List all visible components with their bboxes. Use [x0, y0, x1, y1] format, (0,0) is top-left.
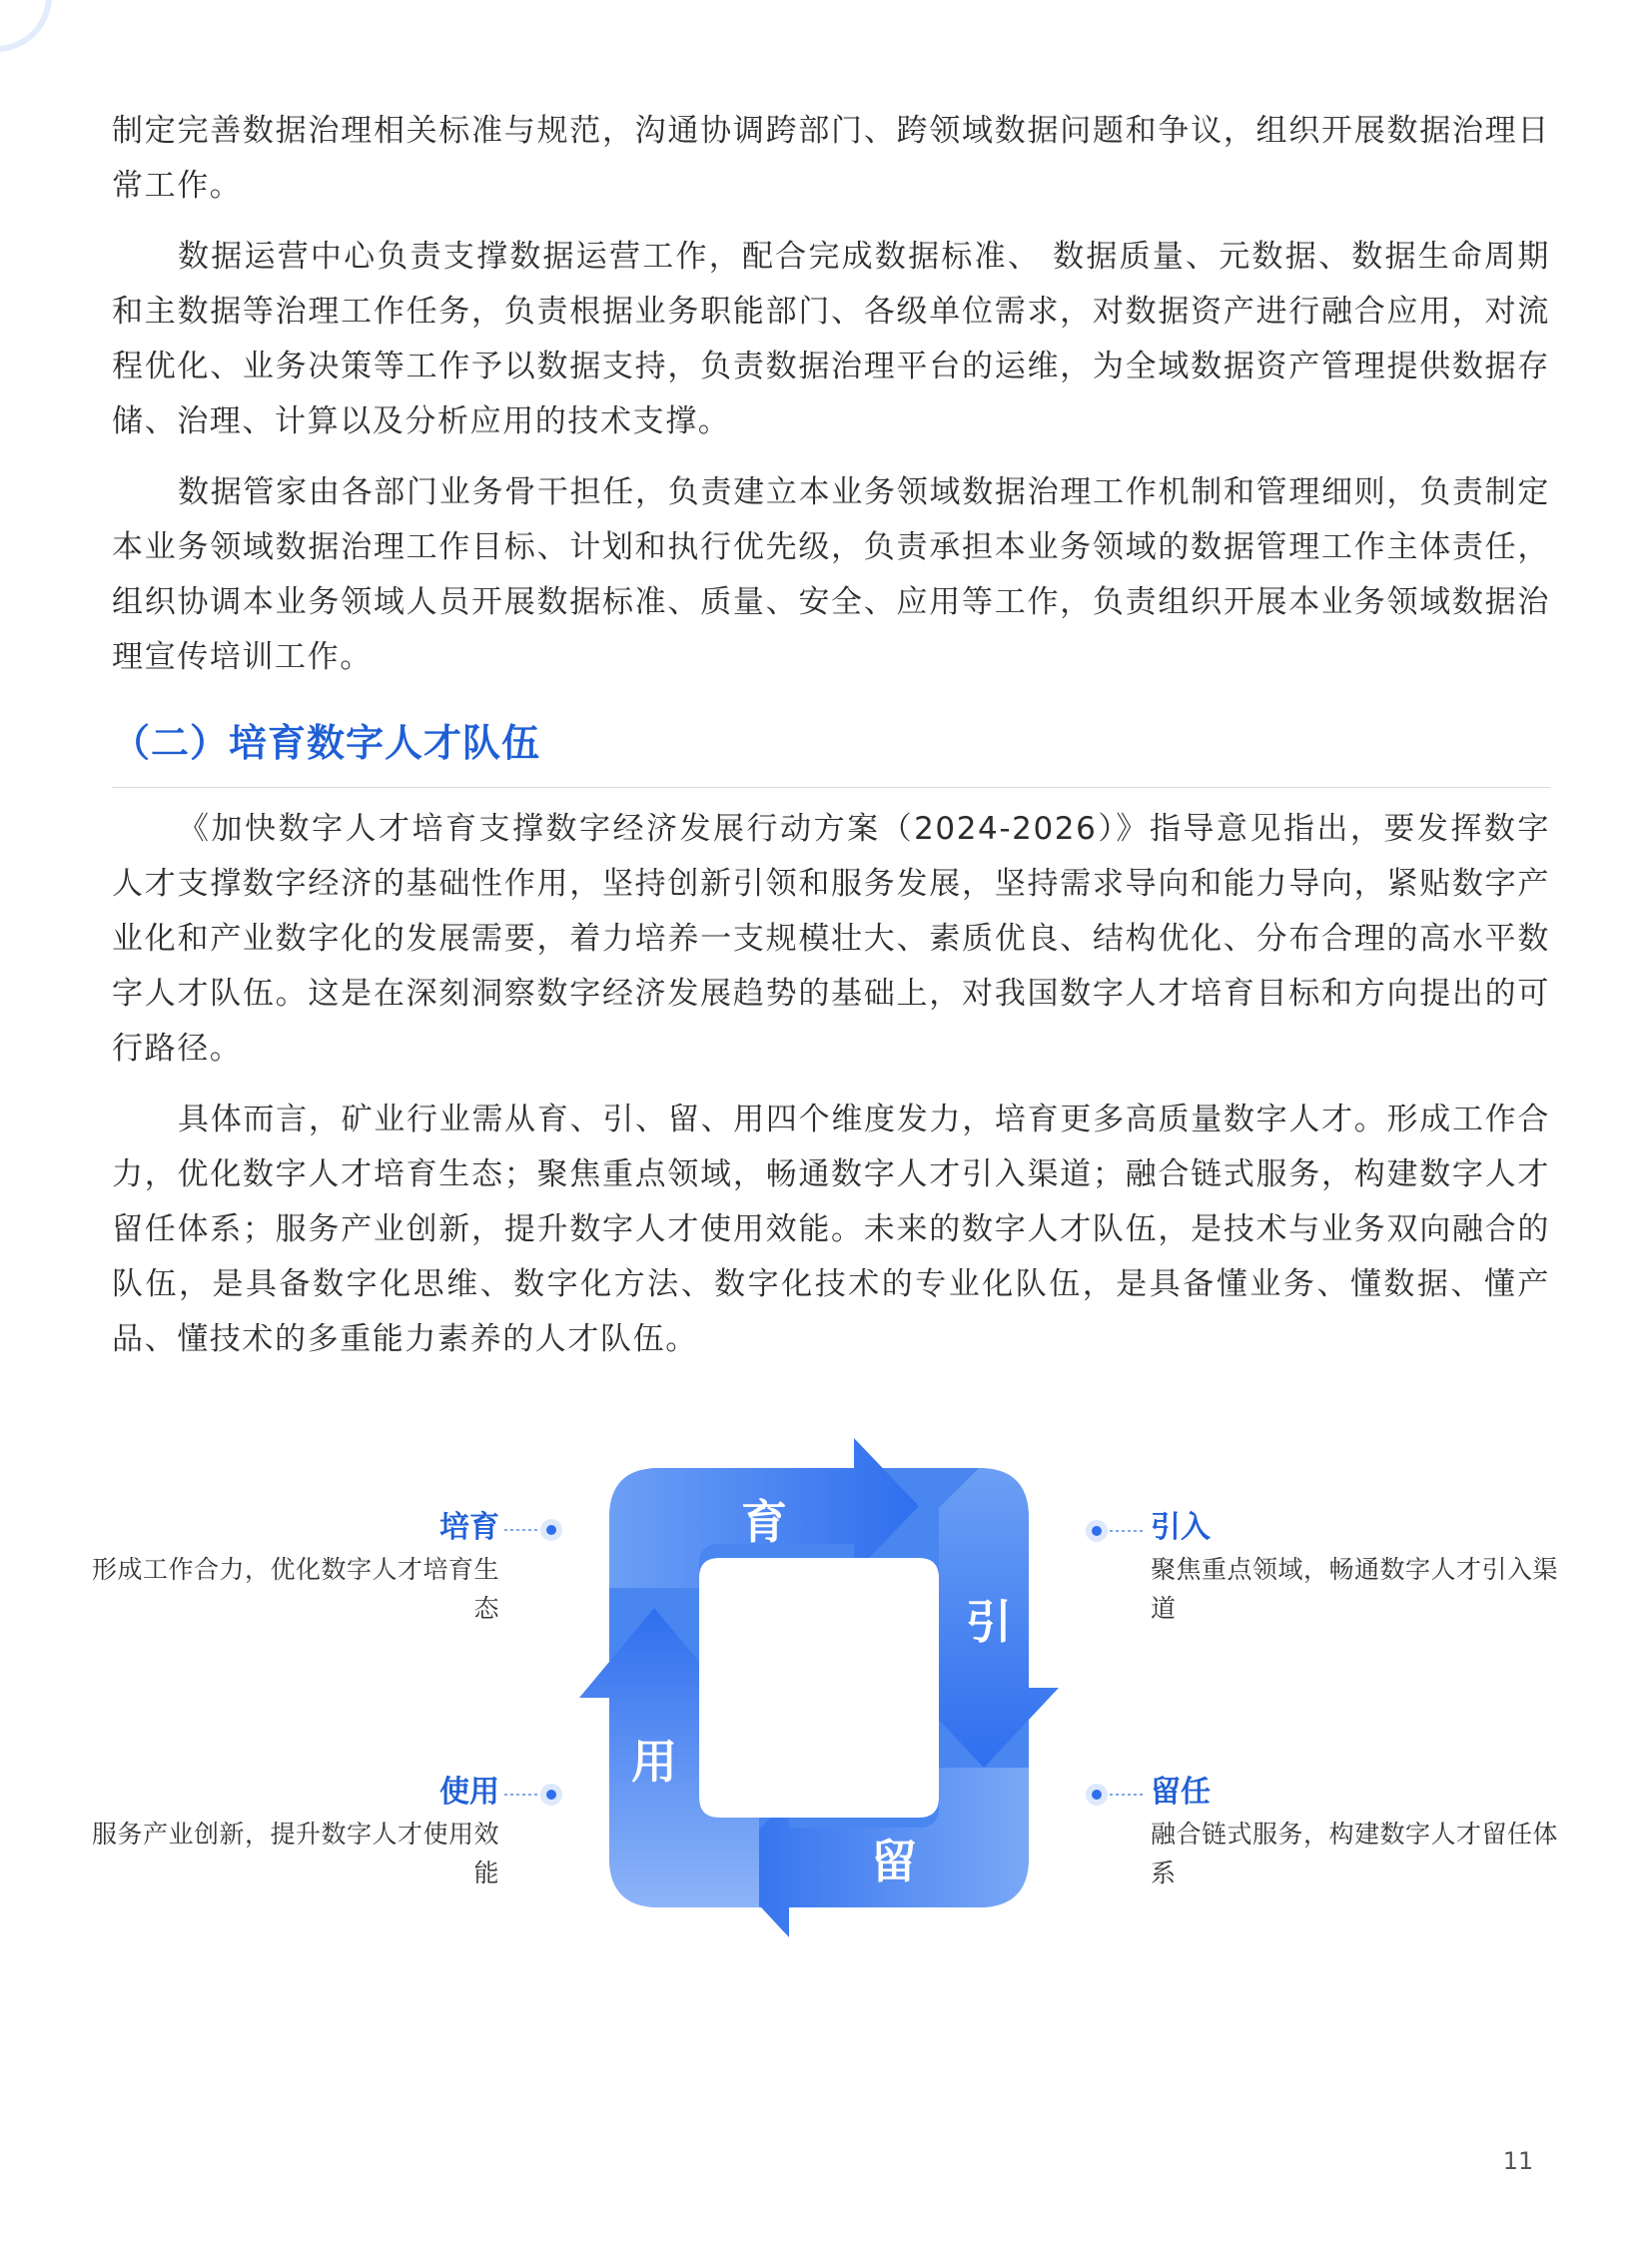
- talent-cycle-diagram: [0, 1438, 1652, 1977]
- cycle-center: [699, 1558, 939, 1818]
- section-title: （二）培育数字人才队伍: [112, 715, 1550, 788]
- corner-decoration: [0, 0, 52, 52]
- label-title: 培育: [439, 1510, 499, 1545]
- cycle-label-right: 引: [966, 1595, 1012, 1649]
- label-top-left: [80, 1506, 499, 1628]
- label-desc: 服务产业创新，提升数字人才使用效能: [91, 1820, 499, 1887]
- label-desc: 融合链式服务，构建数字人才留任体系: [1151, 1820, 1559, 1887]
- cycle-label-bottom: 留: [871, 1835, 917, 1888]
- cycle-label-left: 用: [631, 1735, 677, 1789]
- label-bottom-left: [80, 1771, 499, 1892]
- label-title: 引入: [1151, 1510, 1211, 1545]
- label-desc: 形成工作合力，优化数字人才培育生态: [91, 1555, 499, 1623]
- label-title: 使用: [439, 1775, 499, 1810]
- label-bottom-right: [1151, 1771, 1570, 1892]
- leader-top-right: [1086, 1520, 1144, 1542]
- paragraph: 具体而言，矿业行业需从育、引、留、用四个维度发力，培育更多高质量数字人才。形成工作合力，优化数字人才培育生态；聚焦重点领域，畅通数字人才引入渠道；融合链式服务，构建数字人才留任体系；服务产业创新，提升数字人才使用效能。未来的数字人才队伍，是技术与业务双向融合的队伍，是具备数字化思维、数字化方法、数字化技术的专业化队伍，是具备懂业务、懂数据、懂产品、懂技术的多重能力素养的人才队伍。: [112, 1102, 1550, 1357]
- label-title: 留任: [1151, 1775, 1211, 1810]
- paragraph: 数据管家由各部门业务骨干担任，负责建立本业务领域数据治理工作机制和管理细则，负责制定本业务领域数据治理工作目标、计划和执行优先级，负责承担本业务领域的数据管理工作主体责任，组织协调本业务领域人员开展数据标准、质量、安全、应用等工作，负责组织开展本业务领域数据治理宣传培训工作。: [112, 474, 1550, 675]
- paragraph: 制定完善数据治理相关标准与规范，沟通协调跨部门、跨领域数据问题和争议，组织开展数据治理日常工作。: [112, 113, 1550, 204]
- leader-bottom-right: [1086, 1784, 1144, 1806]
- leader-bottom-left: [504, 1784, 562, 1806]
- label-desc: 聚焦重点领域，畅通数字人才引入渠道: [1151, 1555, 1559, 1623]
- page-number: 11: [1502, 2147, 1534, 2175]
- paragraph: 数据运营中心负责支撑数据运营工作，配合完成数据标准、 数据质量、元数据、数据生命周期和主数据等治理工作任务，负责根据业务职能部门、各级单位需求，对数据资产进行融合应用，对流程优化、业务决策等工作予以数据支持，负责数据治理平台的运维，为全域数据资产管理提供数据存储、治理、计算以及分析应用的技术支撑。: [112, 239, 1550, 439]
- main-content: [112, 104, 1550, 1383]
- cycle-label-top: 育: [741, 1495, 787, 1549]
- leader-top-left: [504, 1519, 562, 1541]
- label-top-right: [1151, 1506, 1570, 1628]
- paragraph: 《加快数字人才培育支撑数字经济发展行动方案（2024-2026）》指导意见指出，要发挥数字人才支撑数字经济的基础性作用，坚持创新引领和服务发展，坚持需求导向和能力导向，紧贴数字产业化和产业数字化的发展需要，着力培养一支规模壮大、素质优良、结构优化、分布合理的高水平数字人才队伍。这是在深刻洞察数字经济发展趋势的基础上，对我国数字人才培育目标和方向提出的可行路径。: [112, 811, 1550, 1067]
